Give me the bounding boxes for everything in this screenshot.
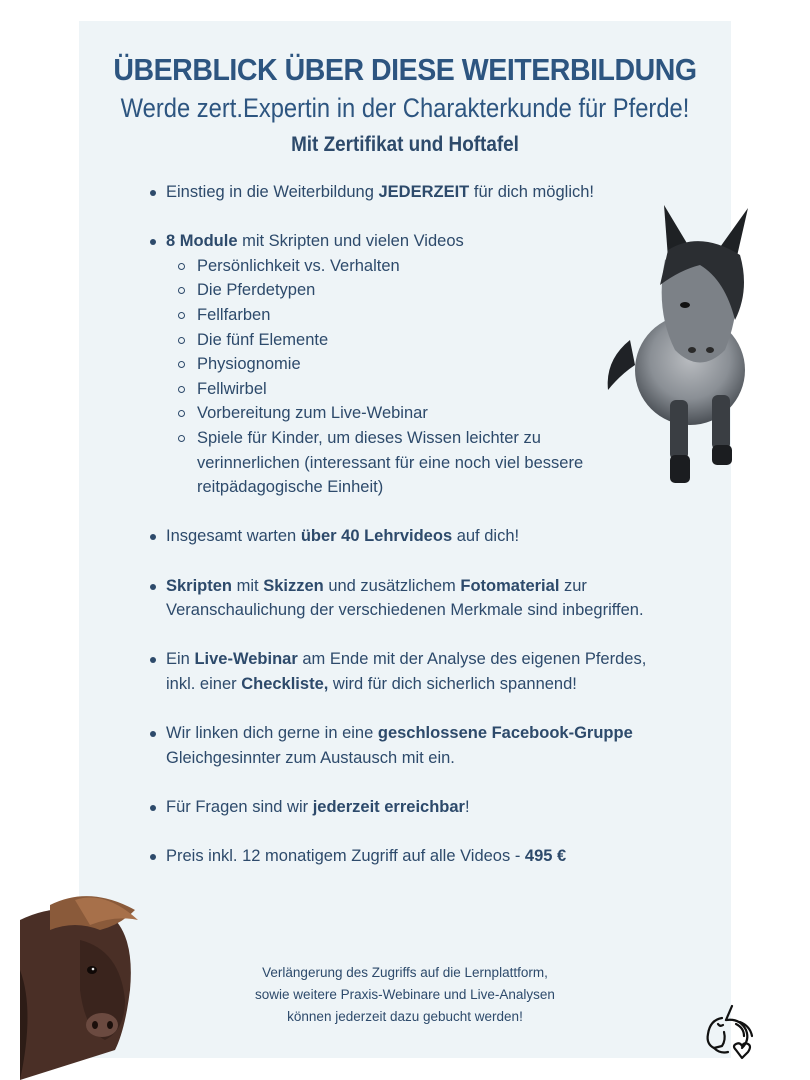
- unicorn-heart-icon: [700, 1002, 760, 1066]
- list-item-facebook: Wir linken dich gerne in eine geschlossene Facebook-Gruppe Gleichgesinnter zum Austausch mit ein.: [148, 721, 648, 770]
- module-item: Physiognomie: [166, 352, 648, 377]
- list-item-videos: Insgesamt warten über 40 Lehrvideos auf dich!: [148, 524, 648, 549]
- module-item: Spiele für Kinder, um dieses Wissen leichter zu verinnerlichen (interessant für eine noch viel bessere reitpädagogische Einheit): [166, 426, 648, 500]
- page-subtitle: Werde zert.Expertin in der Charakterkunde für Pferde!: [120, 93, 690, 123]
- module-item: Die Pferdetypen: [166, 278, 648, 303]
- module-item: Fellfarben: [166, 303, 648, 328]
- feature-list: [148, 180, 648, 869]
- list-item-scripts: Skripten mit Skizzen und zusätzlichem Fotomaterial zur Veranschaulichung der verschiedenen Merkmale sind inbegriffen.: [148, 574, 648, 623]
- list-item-price: Preis inkl. 12 monatigem Zugriff auf alle Videos - 495 €: [148, 844, 648, 869]
- list-item-webinar: Ein Live-Webinar am Ende mit der Analyse des eigenen Pferdes, inkl. einer Checkliste, wird für dich sicherlich spannend!: [148, 647, 648, 696]
- module-list: [166, 254, 648, 500]
- footer-line: können jederzeit dazu gebucht werden!: [287, 1009, 523, 1024]
- grey-horse-image: [600, 200, 755, 490]
- module-item: Vorbereitung zum Live-Webinar: [166, 401, 648, 426]
- list-item-questions: Für Fragen sind wir jederzeit erreichbar!: [148, 795, 648, 820]
- page-subtitle-secondary: Mit Zertifikat und Hoftafel: [291, 133, 519, 156]
- list-item-start: Einstieg in die Weiterbildung JEDERZEIT für dich möglich!: [148, 180, 648, 205]
- footer-line: sowie weitere Praxis-Webinare und Live-Analysen: [255, 987, 555, 1002]
- footer-line: Verlängerung des Zugriffs auf die Lernplattform,: [262, 965, 548, 980]
- module-item: Die fünf Elemente: [166, 328, 648, 353]
- list-item-modules: 8 Module mit Skripten und vielen Videos Persönlichkeit vs. Verhalten Die Pferdetypen Fellfarben Die fünf Elemente Physiognomie Fellwirbel Vorbereitung zum Live-Webinar Spiele für Kinder, um dieses Wissen leichter zu verinnerlichen (interessant für eine noch viel bessere reitpädagogische Einheit): [148, 229, 648, 500]
- feature-list-container: [148, 180, 648, 893]
- page-title: ÜBERBLICK ÜBER DIESE WEITERBILDUNG: [113, 52, 697, 87]
- module-item: Persönlichkeit vs. Verhalten: [166, 254, 648, 279]
- brown-pony-image: [20, 880, 145, 1080]
- module-item: Fellwirbel: [166, 377, 648, 402]
